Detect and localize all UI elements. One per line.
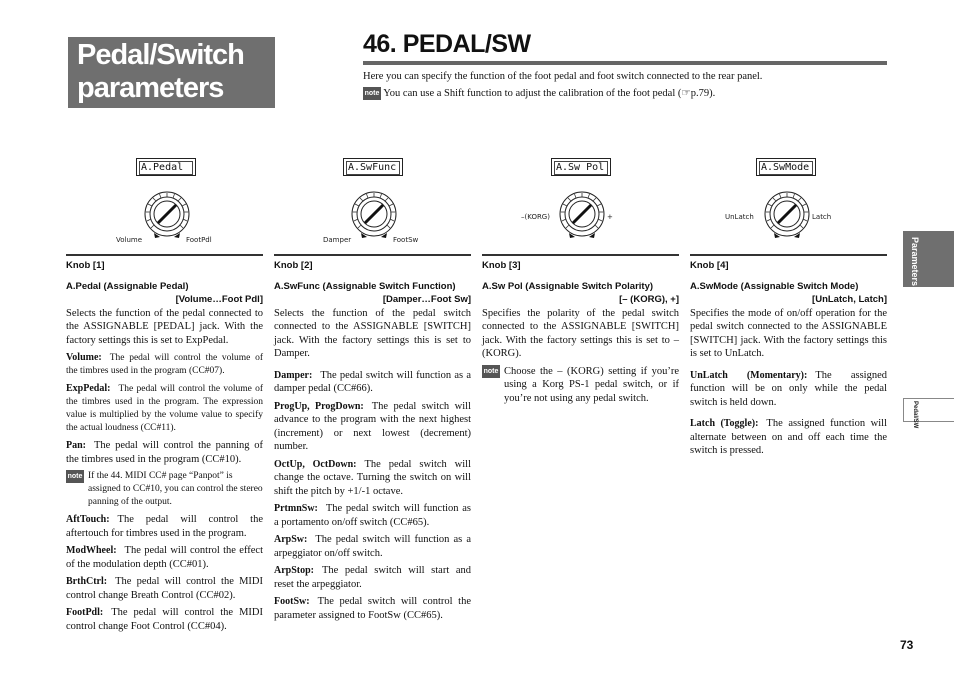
note-text: If the 44. MIDI CC# page “Panpot” is assigned to CC#10, you can control the stereo panning of the output. <box>88 471 263 507</box>
column-knob-1 <box>66 254 263 633</box>
knob4-right-label: Latch <box>812 213 832 221</box>
option-item: Pan: The pedal will control the panning of the timbres used in the program (CC#10). <box>66 440 263 465</box>
section-title: 46. PEDAL/SW <box>363 30 531 58</box>
option-item: PrtmnSw: The pedal switch will function as a portamento on/off switch (CC#65). <box>274 503 471 528</box>
option-item: ExpPedal: The pedal will control the volume of the timbres used in the program. The expression value is multiplied by the volume value to specify the actual loudness (CC#11). <box>66 383 263 433</box>
lcd-text: A.Sw Pol <box>554 161 608 175</box>
lcd-text: A.Pedal <box>139 161 193 175</box>
knob1-right-label: FootPdl <box>186 236 212 244</box>
note-text: Choose the – (KORG) setting if you’re using a Korg PS-1 pedal switch, or if you’re not using any pedal switch. <box>504 365 679 404</box>
side-tab-pedalsw <box>903 398 954 429</box>
knob4-left-label: UnLatch <box>725 213 754 221</box>
param-range: [Damper…Foot Sw] <box>382 294 471 305</box>
option-item: Volume: The pedal will control the volume of the timbres used in the program (CC#07). <box>66 352 263 376</box>
knob-heading: Knob [2] <box>274 260 313 271</box>
option-item: OctUp, OctDown: The pedal switch will change the octave. Turning the switch on will shift the pitch by +1/-1 octave. <box>274 458 472 497</box>
param-heading: A.Pedal (Assignable Pedal) <box>66 280 189 292</box>
knob1-left-label: Volume <box>116 236 143 244</box>
knob2-left-label: Damper <box>323 236 352 244</box>
side-tab-label: Parameters <box>910 237 920 287</box>
param-description: Selects the function of the pedal connected to the ASSIGNABLE [PEDAL] jack. With the factory settings this is set to ExpPedal. <box>66 307 263 346</box>
lcd-text: A.SwMode <box>759 161 813 175</box>
chapter-title: Pedal/Switch parameters <box>68 37 275 108</box>
param-heading: A.SwFunc (Assignable Switch Function) <box>274 280 456 292</box>
knob3-right-label: + <box>607 213 613 221</box>
param-range: [Volume…Foot Pdl] <box>175 294 263 305</box>
option-item: UnLatch (Momentary): The assigned function will be on only while the pedal switch is held down. <box>690 369 887 408</box>
option-item: BrthCtrl: The pedal will control the MIDI control change Breath Control (CC#02). <box>66 576 263 601</box>
side-tab-parameters <box>903 231 954 287</box>
note-icon: note <box>66 470 84 483</box>
note-block <box>66 470 263 509</box>
knob2-right-label: FootSw <box>393 236 419 244</box>
knob-heading: Knob [1] <box>66 260 105 271</box>
option-item: ArpStop: The pedal switch will start and reset the arpeggiator. <box>274 565 471 590</box>
column-knob-3 <box>482 254 679 405</box>
param-description: Specifies the polarity of the pedal switch connected to the ASSIGNABLE [SWITCH] jack. With the factory settings this is set to – (KORG). <box>482 307 679 359</box>
lcd-text: A.SwFunc <box>346 161 400 175</box>
param-description: Selects the function of the pedal switch connected to the ASSIGNABLE [SWITCH] jack. With the factory settings this is set to Damper. <box>274 307 471 359</box>
column-knob-2 <box>274 254 471 622</box>
option-item: FootSw: The pedal switch will control the parameter assigned to FootSw (CC#65). <box>274 596 471 621</box>
page-number: 73 <box>900 638 914 652</box>
option-item: ProgUp, ProgDown: The pedal switch will advance to the program with the next highest (increment) or next lowest (decrement) number. <box>274 400 471 452</box>
option-item: ModWheel: The pedal will control the effect of the modulation depth (CC#01). <box>66 545 263 570</box>
option-item: ArpSw: The pedal switch will function as a arpeggiator on/off switch. <box>274 534 471 559</box>
note-block <box>482 365 679 406</box>
knob3-left-label: –(KORG) <box>521 213 550 221</box>
note-icon: note <box>363 87 381 100</box>
side-tab2-label: Pedal/SW <box>912 401 918 429</box>
param-range: [– (KORG), +] <box>619 294 679 305</box>
note-icon: note <box>482 365 500 378</box>
knob-heading: Knob [3] <box>482 260 521 271</box>
intro-text: Here you can specify the function of the foot pedal and foot switch connected to the rear panel. <box>363 71 763 82</box>
column-knob-4 <box>690 254 887 458</box>
knob-heading: Knob [4] <box>690 260 729 271</box>
option-item: FootPdl: The pedal will control the MIDI control change Foot Control (CC#04). <box>66 607 263 632</box>
param-range: [UnLatch, Latch] <box>812 294 887 305</box>
option-item: Damper: The pedal switch will function as a damper pedal (CC#66). <box>274 369 471 394</box>
param-heading: A.SwMode (Assignable Switch Mode) <box>690 280 859 292</box>
option-item: AftTouch: The pedal will control the aftertouch for timbres used in the program. <box>66 514 263 539</box>
param-heading: A.Sw Pol (Assignable Switch Polarity) <box>482 280 654 292</box>
option-item: Latch (Toggle): The assigned function will alternate between on and off each time the switch is pressed. <box>690 418 887 456</box>
intro-note-text: You can use a Shift function to adjust the calibration of the foot pedal (☞p.79). <box>383 88 716 99</box>
param-description: Specifies the mode of on/off operation for the pedal switch connected to the ASSIGNABLE [SWITCH] jack. With the factory settings this is set to UnLatch. <box>690 307 887 359</box>
